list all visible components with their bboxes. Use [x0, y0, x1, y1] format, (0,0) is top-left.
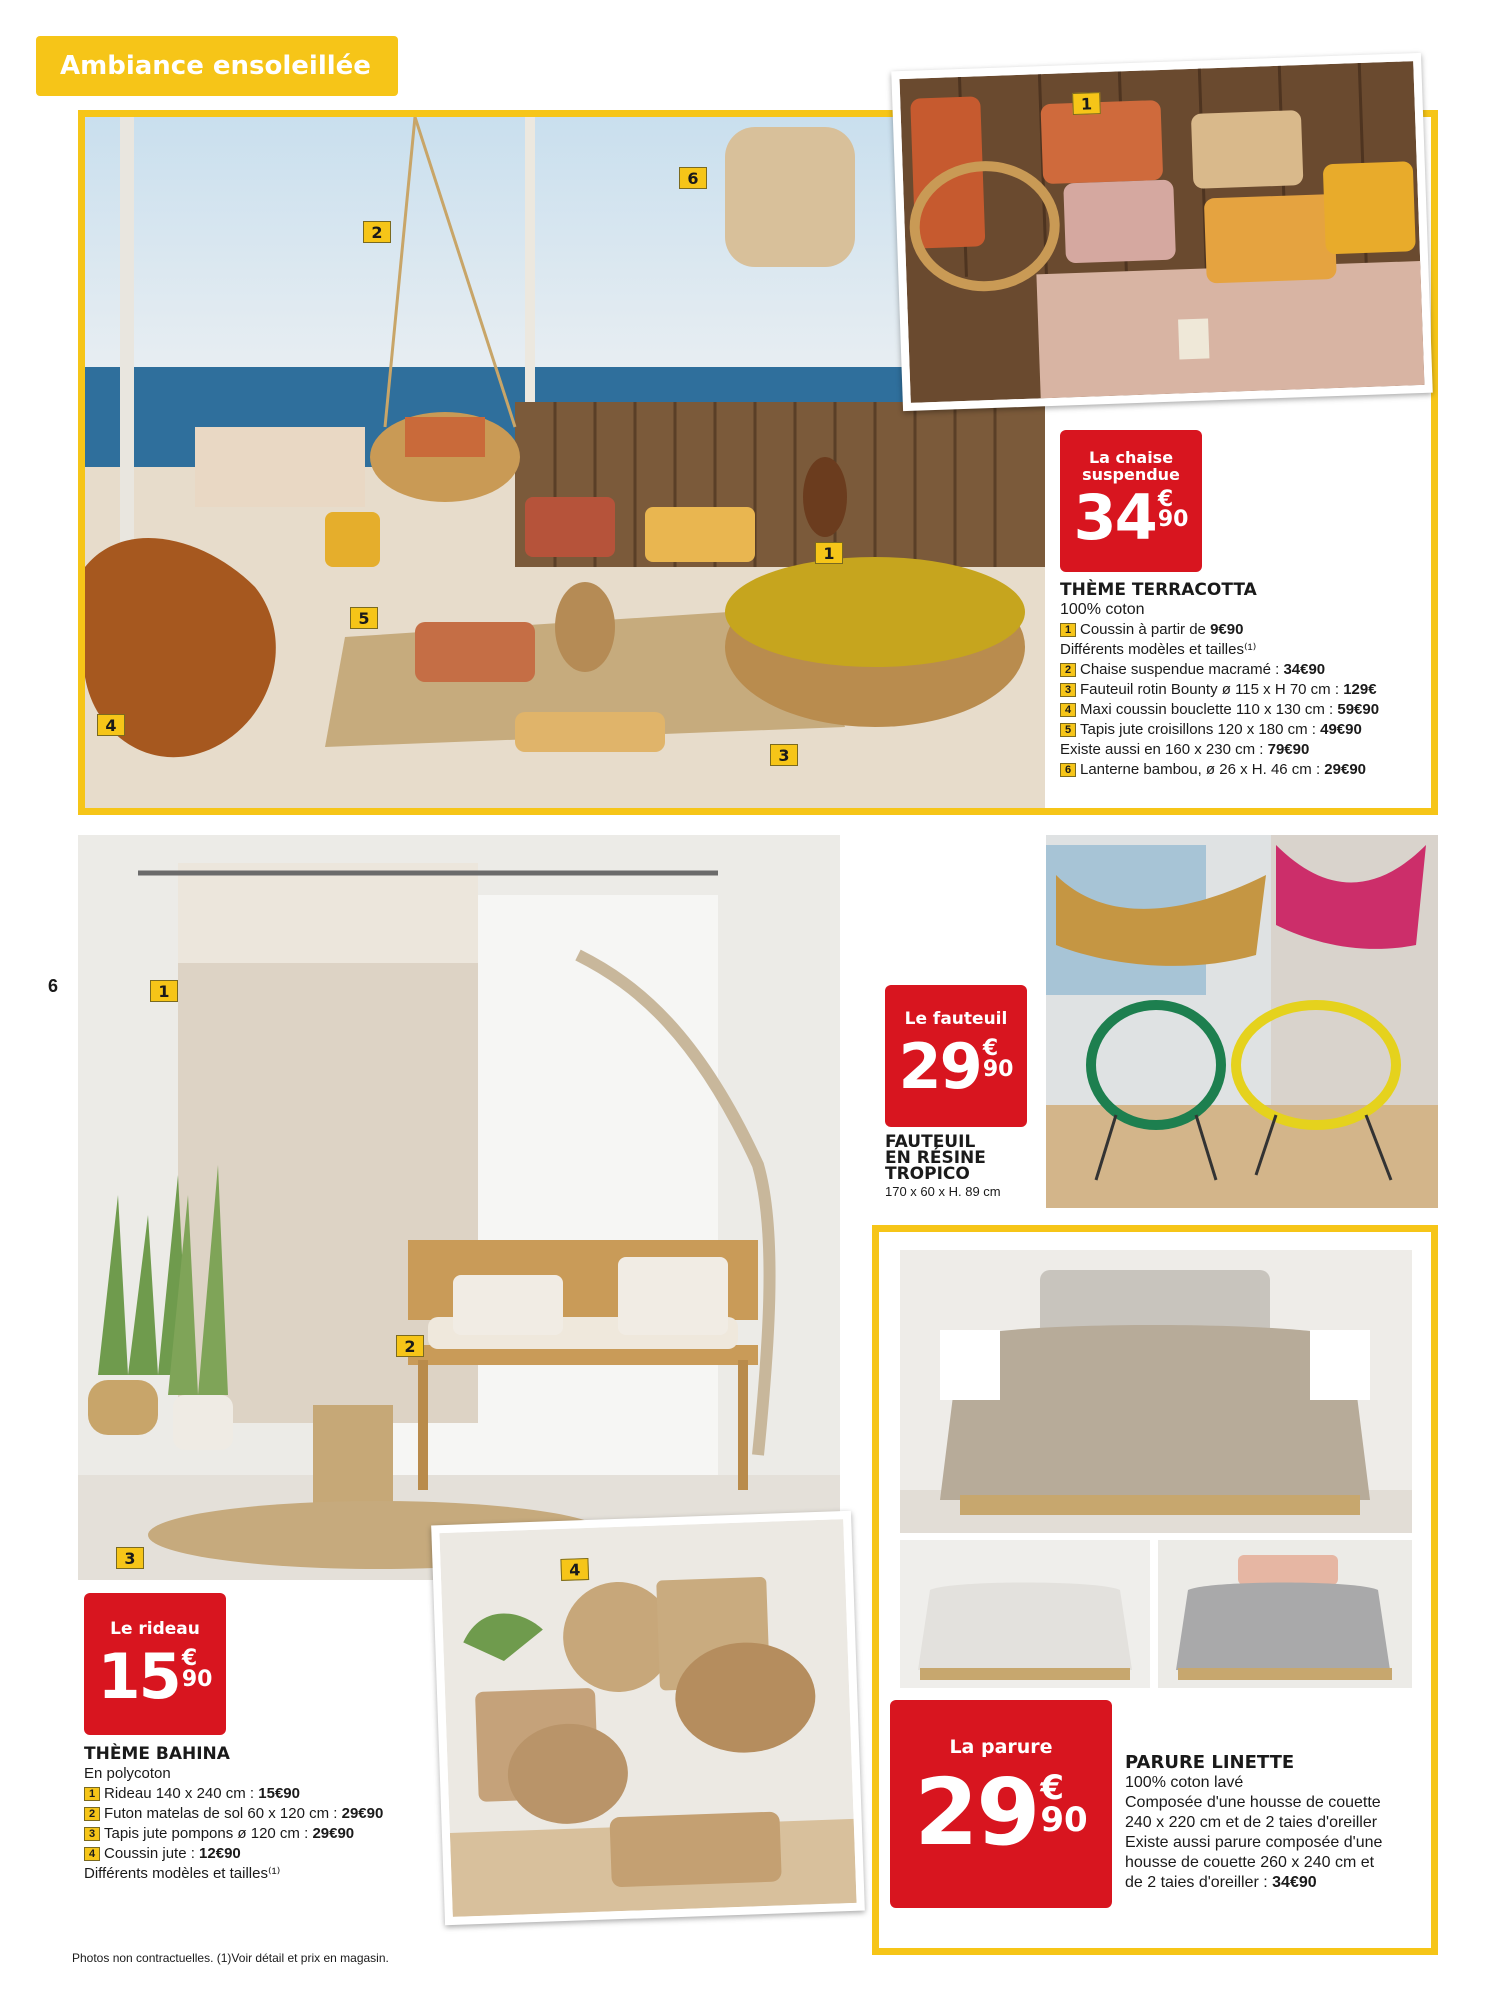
item-line: [84, 1864, 424, 1884]
price-badge-fauteuil: [885, 985, 1027, 1127]
tropico-title-1: FAUTEUIL: [885, 1132, 976, 1152]
item-price: 29€90: [312, 1825, 355, 1842]
item-text: Rideau 140 x 240 cm :: [104, 1785, 259, 1802]
section-header-tab: [36, 36, 398, 96]
item-line: [1060, 740, 1430, 760]
linette-line-6: de 2 taies d'oreiller : 34€90: [1125, 1874, 1317, 1891]
item-text: Lanterne bambou, ø 26 x H. 46 cm :: [1080, 761, 1325, 778]
tropico-dims: 170 x 60 x H. 89 cm: [885, 1184, 1001, 1199]
item-text: Différents modèles et tailles⁽¹⁾: [1060, 641, 1257, 658]
bahina-info: [84, 1744, 424, 1884]
item-price: 34€90: [1283, 661, 1326, 678]
badge-price: 34 € 90: [1073, 480, 1189, 554]
terracotta-item-list: [1060, 620, 1430, 780]
terracotta-cushions-photo: [891, 53, 1433, 411]
item-number-chip: 2: [84, 1807, 100, 1821]
item-text: Tapis jute croisillons 120 x 180 cm :: [1080, 721, 1321, 738]
footnote: Photos non contractuelles. (1)Voir détail et prix en magasin.: [72, 1951, 389, 1965]
item-number-chip: 5: [1060, 723, 1076, 737]
price-badge-rideau: [84, 1593, 226, 1735]
tropico-photo: [1046, 835, 1438, 1208]
tropico-title-2: EN RÉSINE: [885, 1148, 986, 1168]
item-number-chip: 1: [1060, 623, 1076, 637]
photo-marker-5: 5: [350, 607, 378, 629]
photo-marker-1: 1: [815, 542, 843, 564]
linette-line-4: Existe aussi parure composée d'une: [1125, 1834, 1383, 1851]
badge-price: 29 € 90: [898, 1029, 1014, 1103]
photo-marker-2: 2: [363, 221, 391, 243]
item-price: 15€90: [258, 1785, 300, 1802]
item-number-chip: 1: [84, 1787, 100, 1801]
linette-line-1: 100% coton lavé: [1125, 1774, 1244, 1791]
item-line: [84, 1784, 424, 1804]
item-number-chip: 3: [1060, 683, 1076, 697]
linette-white-photo: [900, 1540, 1150, 1688]
item-number-chip: 4: [84, 1847, 100, 1861]
linette-grey-photo: [1158, 1540, 1412, 1688]
item-text: Existe aussi en 160 x 230 cm :: [1060, 741, 1268, 758]
tropico-title-3: TROPICO: [885, 1164, 970, 1184]
bahina-item-list: [84, 1784, 424, 1884]
terracotta-title: THÈME TERRACOTTA: [1060, 580, 1257, 600]
item-line: [1060, 660, 1430, 680]
price-badge-parure: [890, 1700, 1112, 1908]
badge-label: Le rideau: [110, 1619, 200, 1639]
linette-line-5: housse de couette 260 x 240 cm et: [1125, 1854, 1375, 1871]
item-line: [1060, 760, 1430, 780]
badge-price: 15 € 90: [97, 1639, 213, 1713]
item-text: Différents modèles et tailles⁽¹⁾: [84, 1865, 281, 1882]
bahina-title: THÈME BAHINA: [84, 1744, 230, 1764]
price-badge-chaise: [1060, 430, 1202, 572]
bahina-marker-3: 3: [116, 1547, 144, 1569]
photo-marker-1b: 1: [1072, 92, 1101, 115]
item-line: [84, 1824, 424, 1844]
item-text: Tapis jute pompons ø 120 cm :: [104, 1825, 313, 1842]
linette-title: PARURE LINETTE: [1125, 1752, 1295, 1773]
badge-label: La chaise suspendue: [1082, 448, 1180, 484]
item-number-chip: 2: [1060, 663, 1076, 677]
linette-info: [1125, 1752, 1430, 1893]
item-price: 129€: [1343, 681, 1377, 698]
page-number: 6: [48, 976, 59, 996]
item-price: 59€90: [1337, 701, 1380, 718]
item-line: [1060, 680, 1430, 700]
item-text: Chaise suspendue macramé :: [1080, 661, 1284, 678]
bahina-marker-4: 4: [560, 1558, 589, 1581]
item-number-chip: 6: [1060, 763, 1076, 777]
tropico-info: [885, 1134, 1055, 1202]
bahina-subtitle: En polycoton: [84, 1765, 171, 1782]
item-price: 12€90: [199, 1845, 241, 1862]
item-text: Coussin jute :: [104, 1845, 200, 1862]
item-price: 9€90: [1210, 621, 1244, 638]
item-line: [1060, 620, 1430, 640]
item-price: 49€90: [1320, 721, 1362, 738]
item-price: 29€90: [1324, 761, 1367, 778]
item-number-chip: 4: [1060, 703, 1076, 717]
linette-main-photo: [900, 1250, 1412, 1533]
photo-marker-4: 4: [97, 714, 125, 736]
badge-price: 29 € 90: [914, 1758, 1088, 1866]
item-text: Coussin à partir de: [1080, 621, 1211, 638]
terracotta-info: [1060, 580, 1430, 780]
item-text: Maxi coussin bouclette 110 x 130 cm :: [1080, 701, 1338, 718]
bahina-marker-1: 1: [150, 980, 178, 1002]
badge-label: La parure: [949, 1736, 1053, 1758]
item-price: 29€90: [341, 1805, 384, 1822]
item-line: [1060, 700, 1430, 720]
terracotta-subtitle: 100% coton: [1060, 601, 1145, 618]
item-text: Futon matelas de sol 60 x 120 cm :: [104, 1805, 342, 1822]
section-title: Ambiance ensoleillée: [60, 51, 371, 81]
item-text: Fauteuil rotin Bounty ø 115 x H 70 cm :: [1080, 681, 1344, 698]
bahina-cushions-photo: [431, 1511, 865, 1925]
item-line: [84, 1804, 424, 1824]
badge-label: Le fauteuil: [904, 1009, 1008, 1029]
item-line: [1060, 720, 1430, 740]
bahina-marker-2: 2: [396, 1335, 424, 1357]
photo-marker-6: 6: [679, 167, 707, 189]
photo-marker-3: 3: [770, 744, 798, 766]
bahina-room-photo: [78, 835, 840, 1580]
linette-line-2: Composée d'une housse de couette: [1125, 1794, 1381, 1811]
item-number-chip: 3: [84, 1827, 100, 1841]
item-line: [1060, 640, 1430, 660]
item-line: [84, 1844, 424, 1864]
item-price: 79€90: [1267, 741, 1310, 758]
linette-line-3: 240 x 220 cm et de 2 taies d'oreiller: [1125, 1814, 1378, 1831]
